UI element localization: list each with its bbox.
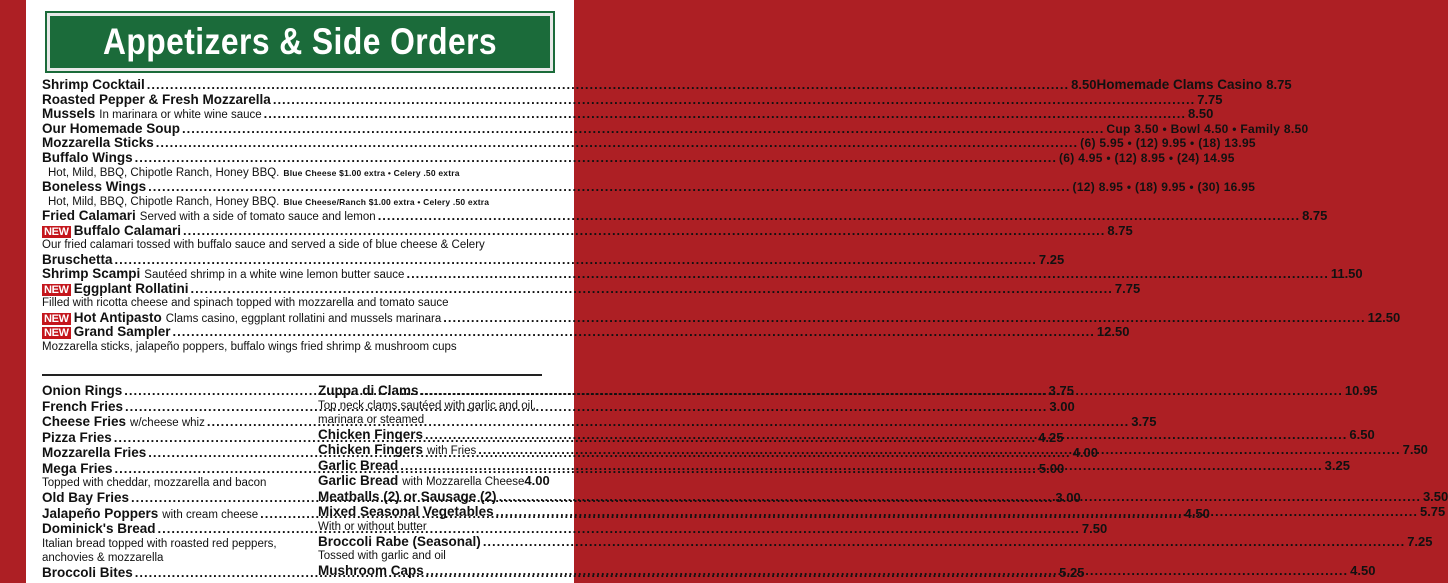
description-text: Hot, Mild, BBQ, Chipotle Ranch, Honey BBQ. <box>48 166 280 179</box>
item-price: 3.50 <box>1422 488 1448 504</box>
item-description <box>42 340 542 354</box>
menu-item <box>42 309 1401 326</box>
item-name: Cheese Fries <box>42 414 127 429</box>
leader-dots <box>499 489 1421 505</box>
item-price: 7.25 <box>1038 251 1065 267</box>
item-price: 7.50 <box>1402 442 1428 457</box>
menu-item <box>42 106 1214 122</box>
item-name: Our Homemade Soup <box>42 120 181 136</box>
item-price: 5.00 <box>1038 460 1065 476</box>
item-price: 6.50 <box>1349 426 1375 442</box>
item-description <box>42 551 290 565</box>
leader-dots <box>273 93 1195 108</box>
item-name: Chicken Fingers <box>318 442 424 457</box>
item-name: Mega Fries <box>42 460 113 476</box>
item-name: Meatballs (2) or Sausage (2) <box>318 488 497 504</box>
menu-item <box>42 266 1363 282</box>
appetizers-list <box>42 77 1401 354</box>
item-name: Broccoli Rabe (Seasonal) <box>318 533 481 549</box>
item-price: 7.25 <box>1407 533 1433 549</box>
leader-dots <box>156 136 1078 151</box>
menu-item <box>42 324 1130 340</box>
item-price: 4.50 <box>1350 563 1376 578</box>
item-name: Old Bay Fries <box>42 490 130 505</box>
item-description <box>42 537 290 551</box>
menu-item <box>42 135 1256 151</box>
leader-dots <box>478 442 1400 458</box>
item-price: 10.95 <box>1344 383 1378 398</box>
item-name: Dominick's Bread <box>42 521 156 536</box>
item-name: Homemade Clams Casino <box>1096 77 1263 92</box>
menu-item <box>318 473 550 489</box>
item-name: Mushroom Caps <box>318 563 424 578</box>
menu-item <box>318 533 1433 550</box>
leader-dots <box>264 107 1186 122</box>
item-price: (6) 5.95 • (12) 9.95 • (18) 13.95 <box>1080 136 1256 151</box>
extras-note: Blue Cheese $1.00 extra • Celery .50 extra <box>283 167 460 178</box>
item-name: French Fries <box>42 398 124 414</box>
leader-dots <box>426 563 1348 579</box>
item-name: Mozzarella Fries <box>42 445 147 460</box>
item-name: Zuppa di Clams <box>318 383 419 398</box>
description-text: Our fried calamari tossed with buffalo sauce and served a side of blue cheese & Celery <box>42 239 485 252</box>
item-name: Eggplant Rollatini <box>73 280 189 296</box>
leader-dots <box>483 534 1405 550</box>
item-price: 4.25 <box>1038 429 1064 445</box>
item-description <box>318 549 540 563</box>
leader-dots <box>115 253 1037 268</box>
item-name: Hot Antipasto <box>73 309 162 325</box>
item-name: Chicken Fingers <box>318 426 424 442</box>
item-name: Pizza Fries <box>42 429 112 445</box>
item-price: 7.75 <box>1197 91 1223 107</box>
item-description-inline: Served with a side of tomato sauce and lemon <box>139 210 376 223</box>
item-name: Boneless Wings <box>42 178 147 194</box>
item-price: 7.50 <box>1081 521 1108 536</box>
item-price: 3.00 <box>1049 398 1075 414</box>
description-text: Hot, Mild, BBQ, Chipotle Ranch, Honey BBQ. <box>48 195 280 208</box>
item-price: 8.75 <box>1302 207 1328 223</box>
page-title: Appetizers & Side Orders <box>102 21 498 62</box>
item-name: Fried Calamari <box>42 207 136 223</box>
leader-dots <box>173 325 1095 340</box>
item-price: 5.75 <box>1419 504 1446 519</box>
item-name: Mixed Seasonal Vegetables <box>318 504 494 519</box>
leader-dots <box>421 383 1343 399</box>
description-text: Italian bread topped with roasted red peppers, <box>42 537 277 550</box>
item-name: Mussels <box>42 106 96 122</box>
item-description <box>318 399 540 413</box>
leader-dots <box>147 78 1069 93</box>
item-price: 11.50 <box>1330 266 1363 282</box>
item-price: (6) 4.95 • (12) 8.95 • (24) 14.95 <box>1059 150 1235 165</box>
item-name: Garlic Bread <box>318 473 399 488</box>
item-price: 3.75 <box>1131 414 1157 429</box>
description-text: Mozzarella sticks, jalapeño poppers, buffalo wings fried shrimp & mushroom cups <box>42 340 457 353</box>
item-name: Shrimp Cocktail <box>42 77 145 92</box>
leader-dots <box>406 267 1328 282</box>
item-price: 3.00 <box>1055 490 1081 505</box>
item-description <box>42 476 290 490</box>
item-name: Garlic Bread <box>318 457 399 473</box>
leader-dots <box>183 224 1105 239</box>
item-description-inline: In marinara or white wine sauce <box>99 109 262 122</box>
leader-dots <box>148 180 1070 195</box>
item-description <box>42 238 542 252</box>
item-description <box>42 195 542 209</box>
item-name: Grand Sampler <box>73 324 171 340</box>
menu-item <box>42 207 1328 224</box>
leader-dots <box>135 151 1057 166</box>
description-text: marinara or steamed <box>318 413 425 426</box>
extras-note: Blue Cheese/Ranch $1.00 extra • Celery .50 extra <box>283 196 490 207</box>
menu-item <box>42 280 1141 297</box>
item-name: Bruschetta <box>42 251 113 267</box>
new-badge: NEW <box>44 312 69 325</box>
leader-dots <box>182 122 1104 137</box>
item-description-inline: Sautéed shrimp in a white wine lemon butter sauce <box>144 269 405 282</box>
new-badge: NEW <box>44 225 69 238</box>
description-text: Filled with ricotta cheese and spinach topped with mozzarella and tomato sauce <box>42 297 449 310</box>
item-description <box>318 520 540 534</box>
item-name: Buffalo Wings <box>42 149 133 165</box>
item-price: 8.75 <box>1107 222 1133 238</box>
item-price: 12.50 <box>1367 309 1401 325</box>
menu-item <box>42 91 1223 108</box>
item-price: 12.50 <box>1096 324 1130 340</box>
item-price: 4.00 <box>1072 445 1098 460</box>
item-name: Shrimp Scampi <box>42 266 141 282</box>
item-description-inline: Clams casino, eggplant rollatini and mussels marinara <box>165 312 442 325</box>
menu-item <box>42 251 1065 268</box>
item-price: 8.50 <box>1071 77 1097 92</box>
item-price: 4.00 <box>524 473 550 488</box>
item-name: Onion Rings <box>42 383 123 398</box>
leader-dots <box>191 282 1113 297</box>
item-price: Cup 3.50 • Bowl 4.50 • Family 8.50 <box>1106 121 1309 136</box>
leader-dots <box>425 427 1347 443</box>
item-name: Broccoli Bites <box>42 564 133 580</box>
leader-dots <box>400 458 1322 474</box>
new-badge: NEW <box>44 283 69 296</box>
menu-item <box>42 120 1309 137</box>
menu-item <box>42 149 1235 166</box>
item-price: 7.75 <box>1114 280 1141 296</box>
menu-item <box>42 77 1292 93</box>
item-price: (12) 8.95 • (18) 9.95 • (30) 16.95 <box>1072 179 1256 194</box>
menu-item <box>42 178 1256 195</box>
item-description <box>42 296 542 310</box>
description-text: Topped with cheddar, mozzarella and bacon <box>42 477 267 489</box>
menu-item <box>42 222 1133 239</box>
description-text: Tossed with garlic and oil <box>318 550 446 562</box>
leader-dots <box>378 209 1300 224</box>
leader-dots <box>443 311 1365 326</box>
item-description <box>318 413 540 427</box>
leader-dots <box>496 504 1418 520</box>
new-badge: NEW <box>44 327 69 340</box>
description-text: With or without butter <box>318 520 427 533</box>
item-description-inline: w/cheese whiz <box>130 417 205 429</box>
item-description-inline: with Mozzarella Cheese <box>402 476 525 488</box>
description-text: anchovies & mozzarella <box>42 551 164 564</box>
item-price: 3.75 <box>1048 383 1074 398</box>
description-text: Top neck clams sautéed with garlic and oil, <box>318 399 536 412</box>
item-price: 8.75 <box>1266 77 1292 92</box>
section-divider <box>42 374 542 376</box>
item-price: 8.50 <box>1188 106 1214 122</box>
item-price: 5.25 <box>1059 564 1085 580</box>
item-name: Jalapeño Poppers <box>42 505 159 521</box>
item-price: 4.50 <box>1184 505 1210 521</box>
item-description-inline: with Fries <box>427 445 477 457</box>
item-description-inline: with cream cheese <box>162 508 259 521</box>
leader-dots <box>125 399 1047 415</box>
item-description <box>42 166 542 180</box>
title-banner <box>47 13 553 71</box>
item-name: Mozzarella Sticks <box>42 135 154 151</box>
item-price: 3.25 <box>1324 457 1350 473</box>
item-name: Roasted Pepper & Fresh Mozzarella <box>42 91 271 107</box>
item-name: Buffalo Calamari <box>73 222 182 238</box>
